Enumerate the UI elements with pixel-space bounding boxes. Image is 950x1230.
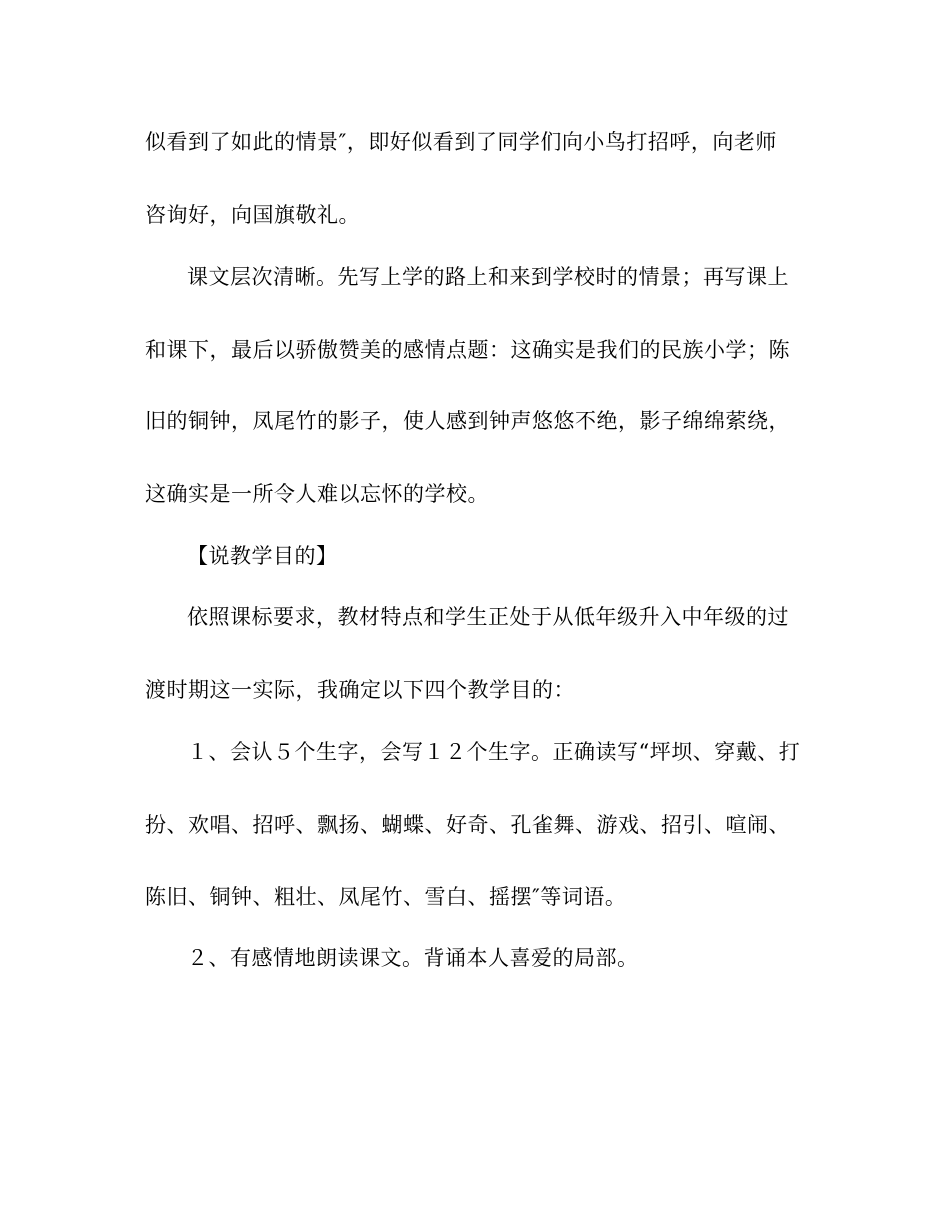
paragraph-start-line: 依照课标要求，教材特点和学生正处于从低年级升入中年级的过 — [187, 605, 789, 629]
text-line: 旧的铜钟，凤尾竹的影子，使人感到钟声悠悠不绝，影子绵绵萦绕， — [145, 409, 790, 433]
list-item-1: １、会认５个生字，会写１２个生字。正确读写“坪坝、穿戴、打 — [187, 740, 801, 764]
list-item-2: ２、有感情地朗读课文。背诵本人喜爱的局部。 — [187, 946, 639, 970]
text-line: 似看到了如此的情景″，即好似看到了同学们向小鸟打招呼，向老师 — [145, 130, 777, 154]
section-heading: 【说教学目的】 — [187, 544, 338, 568]
text-line: 和课下，最后以骄傲赞美的感情点题：这确实是我们的民族小学；陈 — [145, 338, 790, 362]
text-line: 扮、欢唱、招呼、飘扬、蝴蝶、好奇、孔雀舞、游戏、招引、喧闹、 — [145, 813, 790, 837]
text-line: 这确实是一所令人难以忘怀的学校。 — [145, 482, 489, 506]
text-line: 陈旧、铜钟、粗壮、凤尾竹、雪白、摇摆″等词语。 — [145, 885, 627, 909]
text-line: 渡时期这一实际，我确定以下四个教学目的： — [145, 678, 575, 702]
text-line: 咨询好，向国旗敬礼。 — [145, 203, 360, 227]
paragraph-start-line: 课文层次清晰。先写上学的路上和来到学校时的情景；再写课上 — [187, 265, 789, 289]
